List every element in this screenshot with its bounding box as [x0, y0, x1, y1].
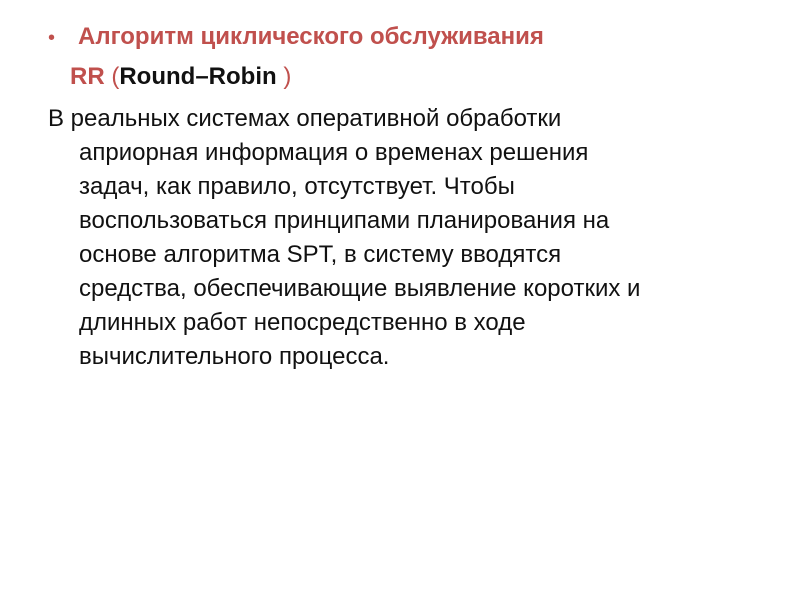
body-line: задач, как правило, отсутствует. Чтобы — [79, 173, 515, 200]
slide-subtitle — [70, 62, 291, 92]
body-line: априорная информация о временах решения — [79, 139, 589, 166]
subtitle-abbr: RR — [70, 63, 105, 90]
body-line: средства, обеспечивающие выявление коротких и — [79, 275, 641, 302]
subtitle-name: Round–Robin — [119, 63, 277, 90]
body-line: воспользоваться принципами планирования на — [79, 207, 610, 234]
subtitle-close-paren: ) — [283, 63, 292, 90]
body-line: вычислительного процесса. — [79, 343, 390, 370]
body-line: длинных работ непосредственно в ходе — [79, 309, 526, 336]
heading-bullet-line — [48, 22, 544, 53]
body-line: В реальных системах оперативной обработки — [48, 105, 562, 132]
bullet-icon: • — [48, 27, 56, 49]
slide-heading: Алгоритм циклического обслуживания — [78, 23, 544, 50]
subtitle-open-paren: ( — [111, 63, 120, 90]
body-paragraph — [48, 102, 768, 374]
body-line: основе алгоритма SPT, в систему вводятся — [79, 241, 562, 268]
